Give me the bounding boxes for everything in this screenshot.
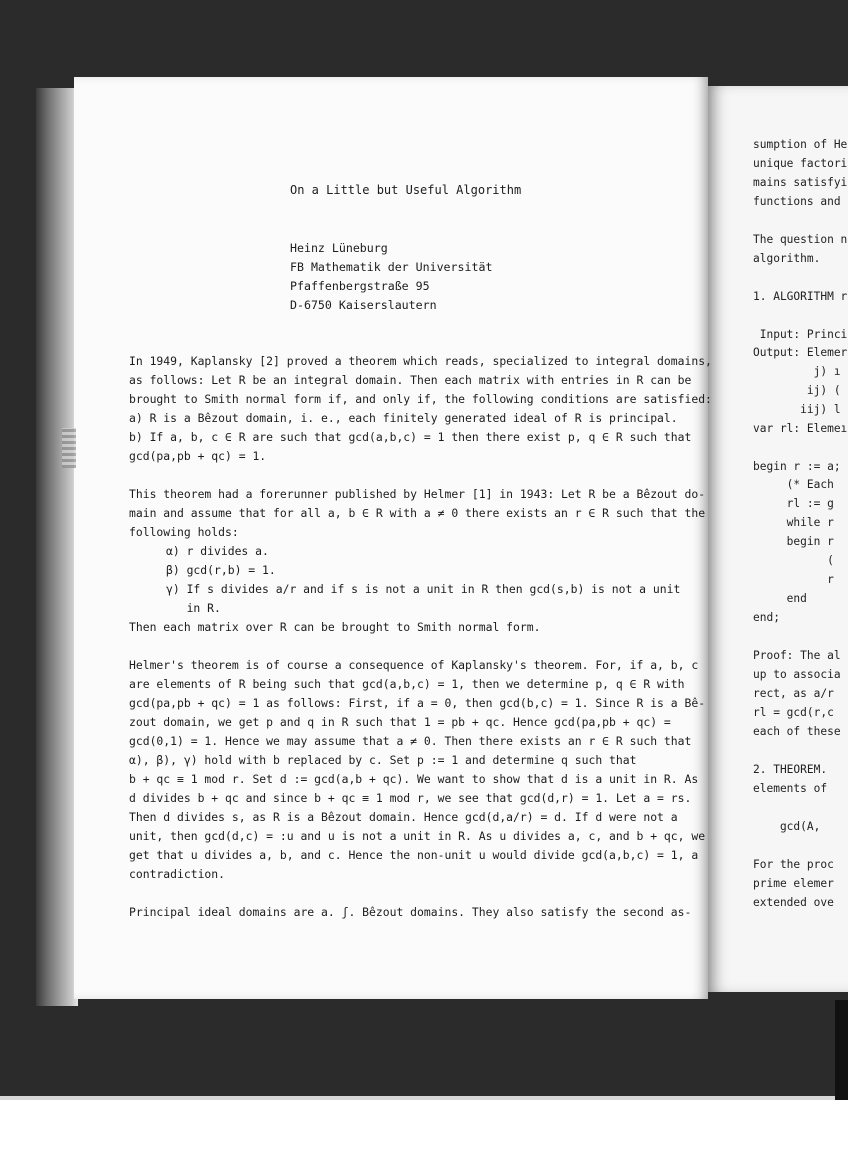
right-line: var rl: Elemeı <box>753 422 848 435</box>
paragraph-line: Then each matrix over R can be brought to Smith normal form. <box>129 620 541 634</box>
right-line: Proof: The al <box>753 649 841 662</box>
right-line: while r <box>753 516 834 529</box>
right-line: elements of <box>753 782 828 795</box>
right-line: extended ove <box>753 896 834 909</box>
right-line: sumption of He <box>753 138 848 151</box>
paragraph-line: gcd(0,1) = 1. Hence we may assume that a ≠ 0. Then there exists an r ∈ R such that <box>129 734 692 748</box>
right-line: algorithm. <box>753 252 821 265</box>
right-line: functions and <box>753 195 841 208</box>
paragraph-line: a) R is a Bêzout domain, i. e., each finitely generated ideal of R is principal. <box>129 411 678 425</box>
paragraph-line: α), β), γ) hold with b replaced by c. Set p := 1 and determine q such that <box>129 753 637 767</box>
author-name: Heinz Lüneburg <box>290 241 388 255</box>
right-line: rl = gcd(r,c <box>753 706 834 719</box>
condition-gamma: γ) If s divides a/r and if s is not a unit in R then gcd(s,b) is not a unit <box>166 582 681 596</box>
paragraph-line: Then d divides s, as R is a Bêzout domain. Hence gcd(d,a/r) = d. If d were not a <box>129 810 678 824</box>
paragraph-line: Helmer's theorem is of course a consequence of Kaplansky's theorem. For, if a, b, c <box>129 658 699 672</box>
scan-corner <box>835 1000 848 1100</box>
right-line: gcd(A, <box>753 820 821 833</box>
right-line: end; <box>753 611 780 624</box>
paragraph-line: following holds: <box>129 525 239 539</box>
paragraph-line: gcd(pa,pb + qc) = 1 as follows: First, if a = 0, then gcd(b,c) = 1. Since R is a Bê- <box>129 696 706 710</box>
right-line: rect, as a/r <box>753 687 834 700</box>
paragraph-line: get that u divides a, b, and c. Hence the non-unit u would divide gcd(a,b,c) = 1, a <box>129 848 699 862</box>
affiliation-line: FB Mathematik der Universität <box>290 260 493 274</box>
condition-beta: β) gcd(r,b) = 1. <box>166 563 276 577</box>
right-line: mains satisfyi <box>753 176 848 189</box>
paragraph-line: brought to Smith normal form if, and only if, the following conditions are satisfied: <box>129 392 712 406</box>
paragraph-line: gcd(pa,pb + qc) = 1. <box>129 449 267 463</box>
right-line: 2. THEOREM. <box>753 763 828 776</box>
condition-alpha: α) r divides a. <box>166 544 269 558</box>
right-line: prime elemer <box>753 877 834 890</box>
right-line: The question n <box>753 233 848 246</box>
right-line: r <box>753 573 834 586</box>
paragraph-line: d divides b + qc and since b + qc ≡ 1 mod r, we see that gcd(d,r) = 1. Let a = rs. <box>129 791 692 805</box>
paragraph-line: as follows: Let R be an integral domain. Then each matrix with entries in R can be <box>129 373 692 387</box>
paragraph-line: main and assume that for all a, b ∈ R with a ≠ 0 there exists an r ∈ R such that the <box>129 506 706 520</box>
street-line: Pfaffenbergstraße 95 <box>290 279 430 293</box>
paragraph-line: b + qc ≡ 1 mod r. Set d := gcd(a,b + qc). We want to show that d is a unit in R. As <box>129 772 699 786</box>
right-line: ( <box>753 554 834 567</box>
paragraph-line: zout domain, we get p and q in R such that 1 = pb + qc. Hence gcd(pa,pb + qc) = <box>129 715 671 729</box>
right-line: iij) l <box>753 403 841 416</box>
paragraph-line: Principal ideal domains are a. ʃ. Bêzout domains. They also satisfy the second as- <box>129 905 692 919</box>
paragraph-line: In 1949, Kaplansky [2] proved a theorem which reads, specialized to integral domains, <box>129 354 712 368</box>
right-line: each of these <box>753 725 841 738</box>
right-line: begin r <box>753 535 834 548</box>
right-line: For the proc <box>753 858 834 871</box>
right-line: j) ı <box>753 365 841 378</box>
spine-mark <box>62 428 76 468</box>
right-line: up to associa <box>753 668 841 681</box>
paragraph-line: b) If a, b, c ∈ R are such that gcd(a,b,c) = 1 then there exist p, q ∈ R such that <box>129 430 692 444</box>
right-line: Output: Elemer <box>753 346 848 359</box>
paragraph-line: unit, then gcd(d,c) = :u and u is not a unit in R. As u divides a, c, and b + qc, we <box>129 829 706 843</box>
scan-edge <box>0 1096 848 1100</box>
right-line: 1. ALGORITHM r <box>753 290 848 303</box>
paragraph-line: are elements of R being such that gcd(a,b,c) = 1, then we determine p, q ∈ R with <box>129 677 685 691</box>
right-line: (* Each <box>753 478 834 491</box>
right-page-text <box>708 86 848 992</box>
right-line: unique factori <box>753 157 848 170</box>
right-line: end <box>753 592 807 605</box>
city-line: D-6750 Kaiserslautern <box>290 298 437 312</box>
right-line: begin r := a; <box>753 460 841 473</box>
paragraph-line: This theorem had a forerunner published by Helmer [1] in 1943: Let R be a Bêzout do- <box>129 487 706 501</box>
right-line: Input: Princi <box>753 328 848 341</box>
paper-title: On a Little but Useful Algorithm <box>290 183 522 197</box>
paragraph-line: contradiction. <box>129 867 226 881</box>
right-line: ij) ( <box>753 384 841 397</box>
condition-gamma-cont: in R. <box>166 601 221 615</box>
book-spine <box>36 88 78 1006</box>
right-line: rl := g <box>753 497 834 510</box>
